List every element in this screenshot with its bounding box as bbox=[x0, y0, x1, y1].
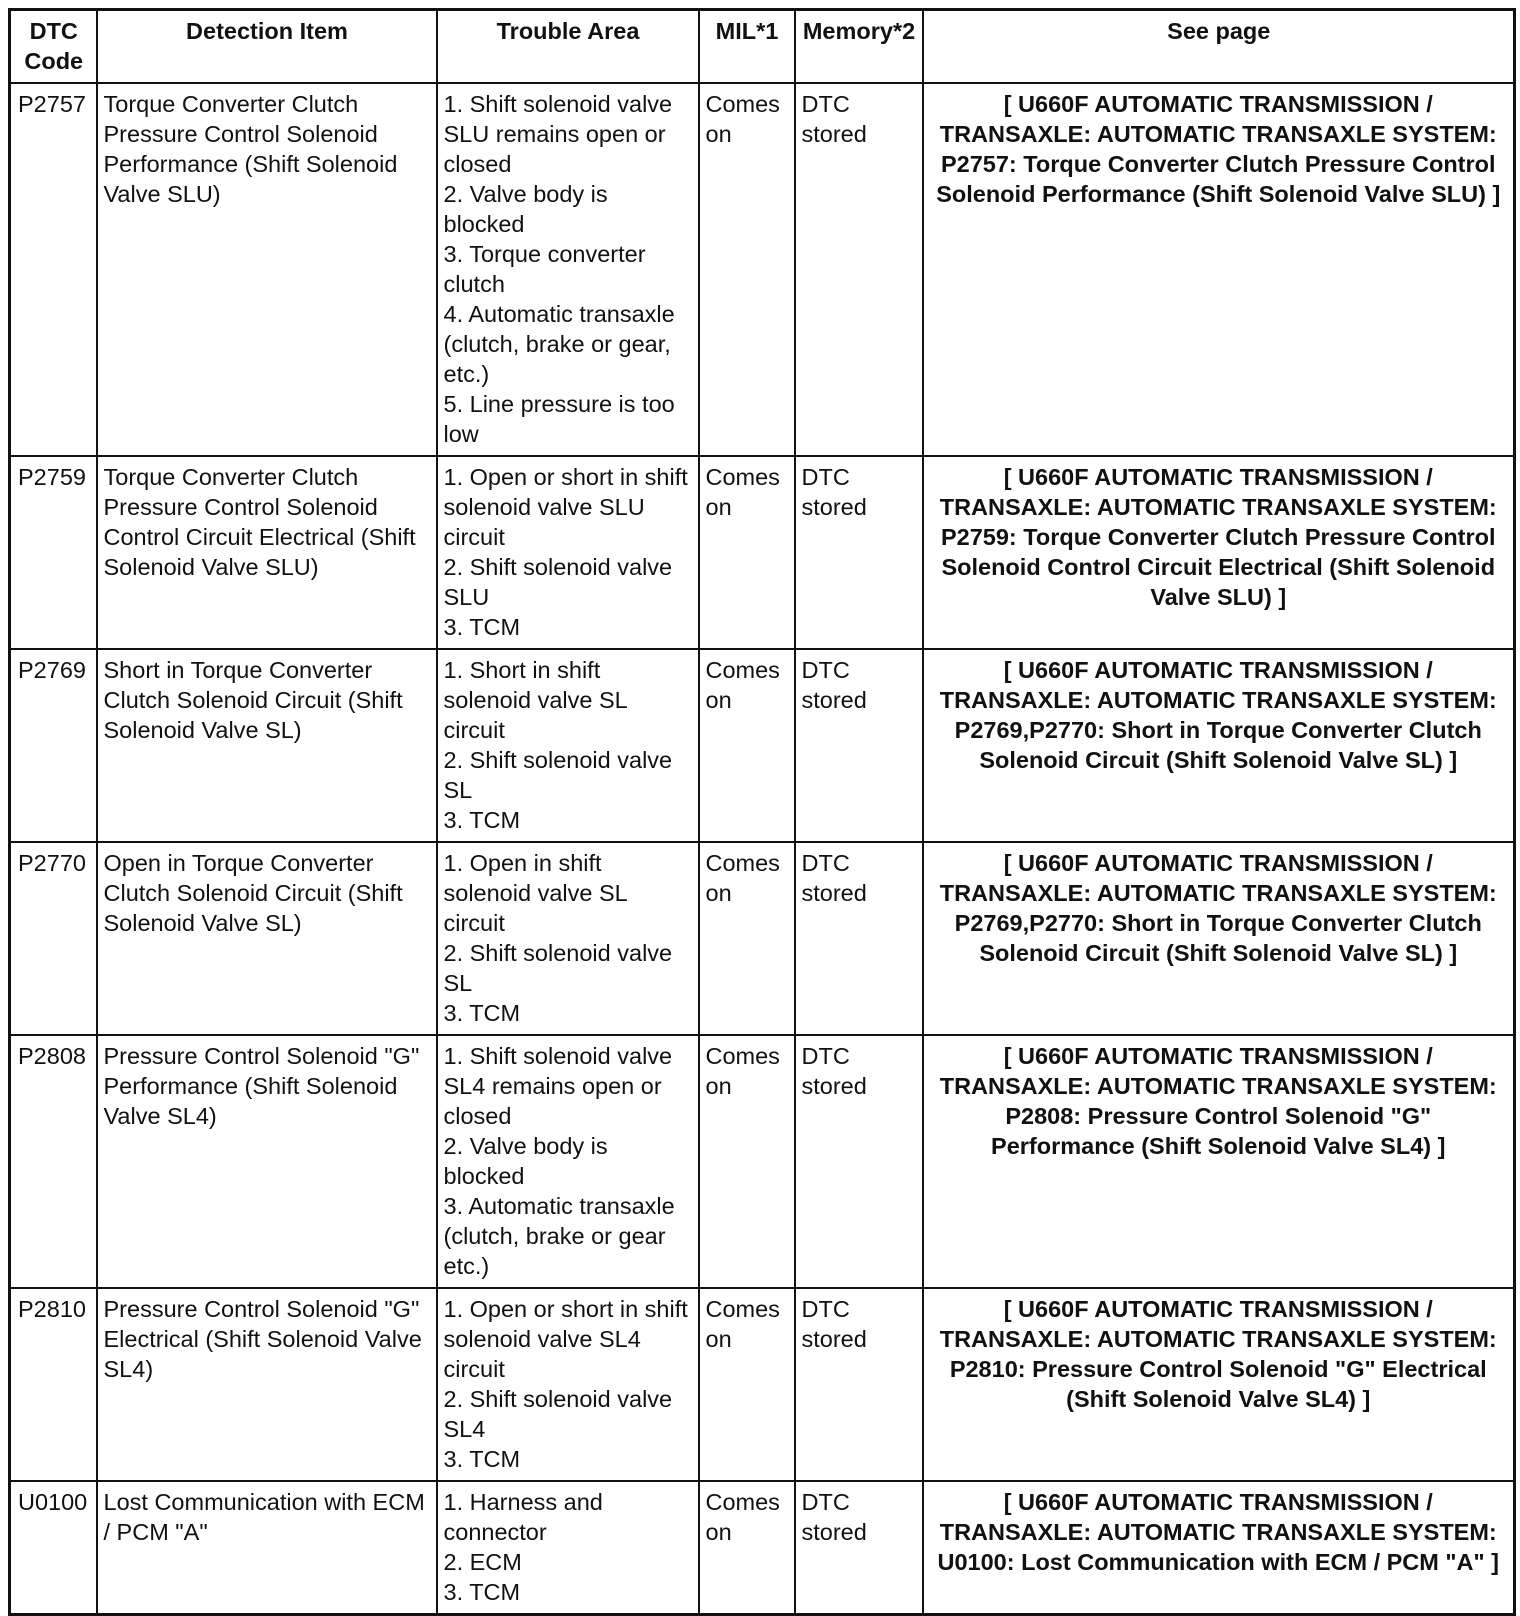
detection-item-cell: Pressure Control Solenoid "G" Performance (Shift Solenoid Valve SL4) bbox=[97, 1035, 437, 1288]
header-detection-item: Detection Item bbox=[97, 10, 437, 84]
memory-cell: DTC stored bbox=[795, 1288, 923, 1481]
header-dtc-code: DTC Code bbox=[10, 10, 97, 84]
trouble-area-item: 2. Shift solenoid valve SL bbox=[443, 747, 673, 803]
trouble-area-item: 2. Shift solenoid valve SL bbox=[443, 940, 673, 996]
memory-cell: DTC stored bbox=[795, 649, 923, 842]
see-page-link[interactable]: [ U660F AUTOMATIC TRANSMISSION / TRANSAXLE: AUTOMATIC TRANSAXLE SYSTEM: P2759: Torque Converter Clutch Pressure Control Solenoid Control Circuit Electrical (Shift Solenoid Valve SLU) ] bbox=[923, 456, 1515, 649]
trouble-area-item: 3. TCM bbox=[443, 1000, 521, 1026]
trouble-area-item: 2. ECM bbox=[443, 1549, 522, 1575]
trouble-area-item: 3. Torque converter clutch bbox=[443, 241, 646, 297]
see-page-link[interactable]: [ U660F AUTOMATIC TRANSMISSION / TRANSAXLE: AUTOMATIC TRANSAXLE SYSTEM: P2810: Pressure Control Solenoid "G" Electrical (Shift Solenoid Valve SL4) ] bbox=[923, 1288, 1515, 1481]
trouble-area-item: 3. TCM bbox=[443, 614, 521, 640]
detection-item-cell: Open in Torque Converter Clutch Solenoid Circuit (Shift Solenoid Valve SL) bbox=[97, 842, 437, 1035]
table-row bbox=[10, 842, 1515, 1035]
trouble-area-item: 5. Line pressure is too low bbox=[443, 391, 675, 447]
see-page-link[interactable]: [ U660F AUTOMATIC TRANSMISSION / TRANSAXLE: AUTOMATIC TRANSAXLE SYSTEM: P2769,P2770: Short in Torque Converter Clutch Solenoid Circuit (Shift Solenoid Valve SL) ] bbox=[923, 842, 1515, 1035]
header-row bbox=[10, 10, 1515, 84]
trouble-area-item: 2. Shift solenoid valve SL4 bbox=[443, 1386, 673, 1442]
dtc-code-cell: P2770 bbox=[10, 842, 97, 1035]
dtc-code-cell: P2808 bbox=[10, 1035, 97, 1288]
detection-item-cell: Torque Converter Clutch Pressure Control Solenoid Performance (Shift Solenoid Valve SLU) bbox=[97, 83, 437, 456]
dtc-code-cell: P2810 bbox=[10, 1288, 97, 1481]
trouble-area-item: 3. Automatic transaxle (clutch, brake or gear etc.) bbox=[443, 1193, 675, 1279]
table-row bbox=[10, 83, 1515, 456]
trouble-area-item: 4. Automatic transaxle (clutch, brake or gear, etc.) bbox=[443, 301, 675, 387]
header-trouble-area: Trouble Area bbox=[437, 10, 699, 84]
memory-cell: DTC stored bbox=[795, 1035, 923, 1288]
trouble-area-item: 2. Shift solenoid valve SLU bbox=[443, 554, 673, 610]
mil-cell: Comes on bbox=[699, 1288, 795, 1481]
detection-item-cell: Pressure Control Solenoid "G" Electrical (Shift Solenoid Valve SL4) bbox=[97, 1288, 437, 1481]
header-mil: MIL*1 bbox=[699, 10, 795, 84]
trouble-area-item: 1. Shift solenoid valve SL4 remains open or closed bbox=[443, 1043, 673, 1129]
dtc-code-cell: P2759 bbox=[10, 456, 97, 649]
memory-cell: DTC stored bbox=[795, 456, 923, 649]
dtc-table bbox=[8, 8, 1516, 1616]
trouble-area-item: 1. Shift solenoid valve SLU remains open or closed bbox=[443, 91, 673, 177]
memory-cell: DTC stored bbox=[795, 83, 923, 456]
header-memory: Memory*2 bbox=[795, 10, 923, 84]
trouble-area-item: 1. Open in shift solenoid valve SL circuit bbox=[443, 850, 627, 936]
detection-item-cell: Torque Converter Clutch Pressure Control Solenoid Control Circuit Electrical (Shift Solenoid Valve SLU) bbox=[97, 456, 437, 649]
header-see-page: See page bbox=[923, 10, 1515, 84]
trouble-area-cell bbox=[437, 456, 699, 649]
mil-cell: Comes on bbox=[699, 1481, 795, 1615]
trouble-area-cell bbox=[437, 1035, 699, 1288]
dtc-code-cell: P2757 bbox=[10, 83, 97, 456]
table-row bbox=[10, 1035, 1515, 1288]
table-row bbox=[10, 1481, 1515, 1615]
mil-cell: Comes on bbox=[699, 83, 795, 456]
see-page-link[interactable]: [ U660F AUTOMATIC TRANSMISSION / TRANSAXLE: AUTOMATIC TRANSAXLE SYSTEM: P2757: Torque Converter Clutch Pressure Control Solenoid Performance (Shift Solenoid Valve SLU) ] bbox=[923, 83, 1515, 456]
table-row bbox=[10, 1288, 1515, 1481]
detection-item-cell: Lost Communication with ECM / PCM "A" bbox=[97, 1481, 437, 1615]
trouble-area-cell bbox=[437, 842, 699, 1035]
see-page-link[interactable]: [ U660F AUTOMATIC TRANSMISSION / TRANSAXLE: AUTOMATIC TRANSAXLE SYSTEM: P2769,P2770: Short in Torque Converter Clutch Solenoid Circuit (Shift Solenoid Valve SL) ] bbox=[923, 649, 1515, 842]
dtc-code-cell: P2769 bbox=[10, 649, 97, 842]
trouble-area-item: 2. Valve body is blocked bbox=[443, 1133, 608, 1189]
trouble-area-item: 3. TCM bbox=[443, 1579, 521, 1605]
trouble-area-item: 1. Harness and connector bbox=[443, 1489, 603, 1545]
trouble-area-item: 3. TCM bbox=[443, 1446, 521, 1472]
trouble-area-item: 1. Open or short in shift solenoid valve SL4 circuit bbox=[443, 1296, 688, 1382]
trouble-area-cell bbox=[437, 83, 699, 456]
trouble-area-item: 1. Open or short in shift solenoid valve SLU circuit bbox=[443, 464, 688, 550]
memory-cell: DTC stored bbox=[795, 842, 923, 1035]
trouble-area-item: 3. TCM bbox=[443, 807, 521, 833]
memory-cell: DTC stored bbox=[795, 1481, 923, 1615]
mil-cell: Comes on bbox=[699, 649, 795, 842]
table-row bbox=[10, 649, 1515, 842]
trouble-area-cell bbox=[437, 1481, 699, 1615]
dtc-code-cell: U0100 bbox=[10, 1481, 97, 1615]
mil-cell: Comes on bbox=[699, 456, 795, 649]
see-page-link[interactable]: [ U660F AUTOMATIC TRANSMISSION / TRANSAXLE: AUTOMATIC TRANSAXLE SYSTEM: P2808: Pressure Control Solenoid "G" Performance (Shift Solenoid Valve SL4) ] bbox=[923, 1035, 1515, 1288]
trouble-area-item: 2. Valve body is blocked bbox=[443, 181, 608, 237]
detection-item-cell: Short in Torque Converter Clutch Solenoid Circuit (Shift Solenoid Valve SL) bbox=[97, 649, 437, 842]
trouble-area-cell bbox=[437, 649, 699, 842]
trouble-area-cell bbox=[437, 1288, 699, 1481]
see-page-link[interactable]: [ U660F AUTOMATIC TRANSMISSION / TRANSAXLE: AUTOMATIC TRANSAXLE SYSTEM: U0100: Lost Communication with ECM / PCM "A" ] bbox=[923, 1481, 1515, 1615]
table-row bbox=[10, 456, 1515, 649]
mil-cell: Comes on bbox=[699, 842, 795, 1035]
mil-cell: Comes on bbox=[699, 1035, 795, 1288]
trouble-area-item: 1. Short in shift solenoid valve SL circuit bbox=[443, 657, 627, 743]
